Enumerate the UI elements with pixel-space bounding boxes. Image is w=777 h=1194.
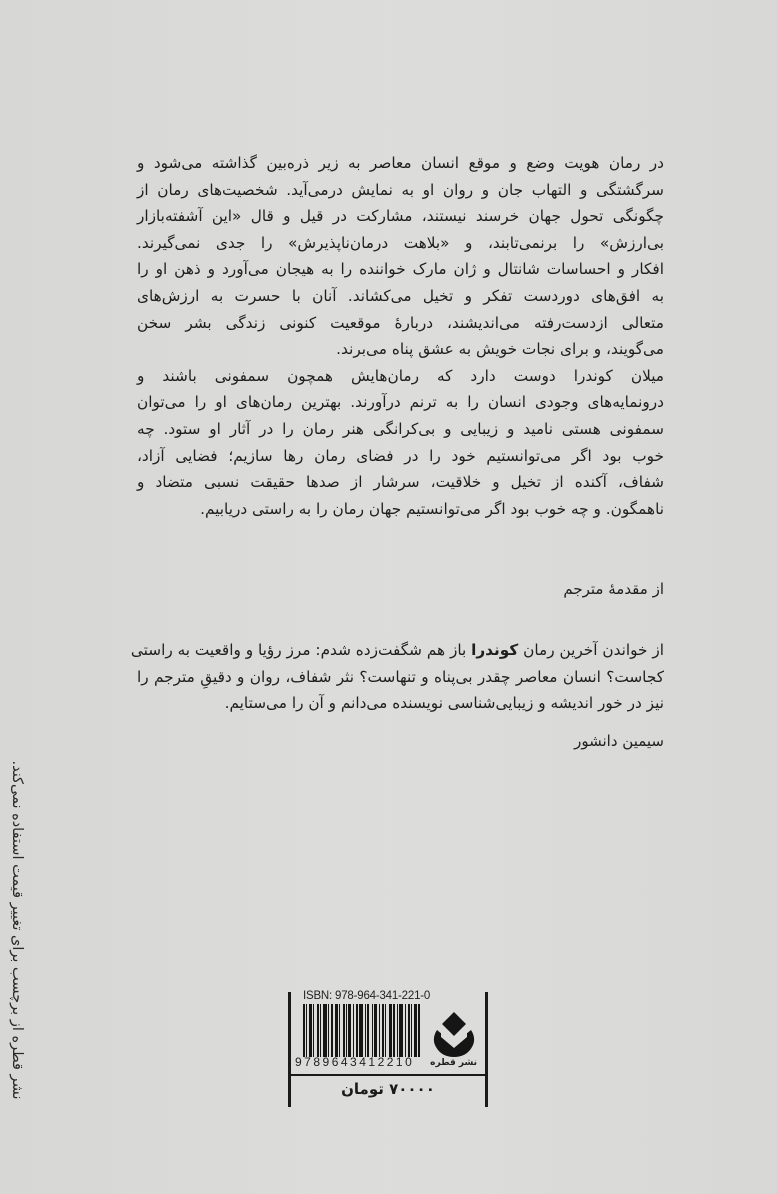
synopsis-paragraph	[137, 150, 664, 522]
synopsis-line: سرگشتگی و التهاب جان و روان او به نمایش درمی‌آید. شخصیت‌های رمان از	[137, 180, 664, 199]
author-name-highlight: کوندرا	[471, 641, 519, 659]
synopsis-line: سمفونی هستی نامید و زیبایی و بی‌کرانگی هنر رمان را در آثار او ستود. چه	[137, 419, 664, 438]
synopsis-line: می‌گویند، و برای نجات خویش به عشق پناه می‌برند.	[336, 340, 664, 359]
price-sticker-notice-text: نشر قطره از برچسب برای تغییر قیمت استفاده نمی‌کند.	[9, 760, 25, 1100]
synopsis-line: افکار و احساسات شانتال و ژان مارک خواننده را به هیجان می‌آورد و ذهن او را	[137, 260, 664, 279]
quote-text: باز هم شگفت‌زده شدم: مرز رؤیا و واقعیت به راستی	[130, 641, 472, 659]
price-sticker-notice	[2, 695, 32, 1165]
price-label: ۷۰۰۰۰ تومان	[341, 1080, 435, 1098]
quote-line: نیز در خور اندیشه و زیبایی‌شناسی نویسنده می‌دانم و آن را می‌ستایم.	[224, 694, 664, 713]
quote-text: از خواندن آخرین رمان	[518, 641, 664, 659]
synopsis-line: به افق‌های دوردست تفکر و تخیل می‌کشاند. آنان با حسرت به ارزش‌های	[137, 286, 664, 305]
divider	[291, 1074, 485, 1076]
endorsement-quote	[130, 637, 664, 717]
barcode-icon	[303, 1004, 438, 1057]
barcode-digits: 9789643412210	[295, 1055, 415, 1069]
publisher-name: نشر قطره	[430, 1058, 477, 1068]
synopsis-line: خوب بود اگر می‌توانستیم خود را در فضای رمان رها سازیم؛ فضایی آزاد،	[137, 446, 664, 465]
quote-line	[130, 637, 664, 664]
synopsis-line: چگونگی تحول جهان خرسند نیستند، مشارکت در قیل و قال «این آشفته‌بازار	[137, 207, 664, 226]
isbn-label: ISBN: 978-964-341-221-0	[303, 990, 431, 1002]
synopsis-line: درونمایه‌های وجودی انسان را به ترنم درآورند. بهترین رمان‌های او را می‌توان	[137, 393, 664, 412]
publisher-drop-logo-icon	[431, 1010, 477, 1058]
synopsis-line: میلان کوندرا دوست دارد که رمان‌هایش همچون سمفونی باشند و	[137, 366, 664, 385]
quote-author: سیمین دانشور	[574, 732, 664, 750]
quote-line: کجاست؟ انسان معاصر چقدر بی‌پناه و تنهاست؟ نثر شفاف، روان و دقیقِ مترجم را	[137, 667, 664, 686]
synopsis-line: ناهمگون. و چه خوب بود اگر می‌توانستیم جهان رمان را به راستی دریابیم.	[200, 499, 664, 518]
synopsis-line: در رمان هویت وضع و موقع انسان معاصر به زیر ذره‌بین گذاشته می‌شود و	[137, 154, 664, 172]
synopsis-line: بی‌ارزش» را برنمی‌تابند، و «بلاهت درمان‌ناپذیرش» را جدی نمی‌گیرند.	[137, 233, 664, 252]
synopsis-line: شفاف، آکنده از تخیل و خلاقیت، سرشار از صدها حقیقت نسبی متضاد و	[137, 473, 664, 492]
synopsis-line: متعالی ازدست‌رفته می‌اندیشند، دربارهٔ موقعیت کنونی زندگی بشر سخن	[137, 313, 664, 332]
synopsis-source: از مقدمهٔ مترجم	[563, 580, 664, 598]
barcode-price-box	[288, 992, 488, 1107]
